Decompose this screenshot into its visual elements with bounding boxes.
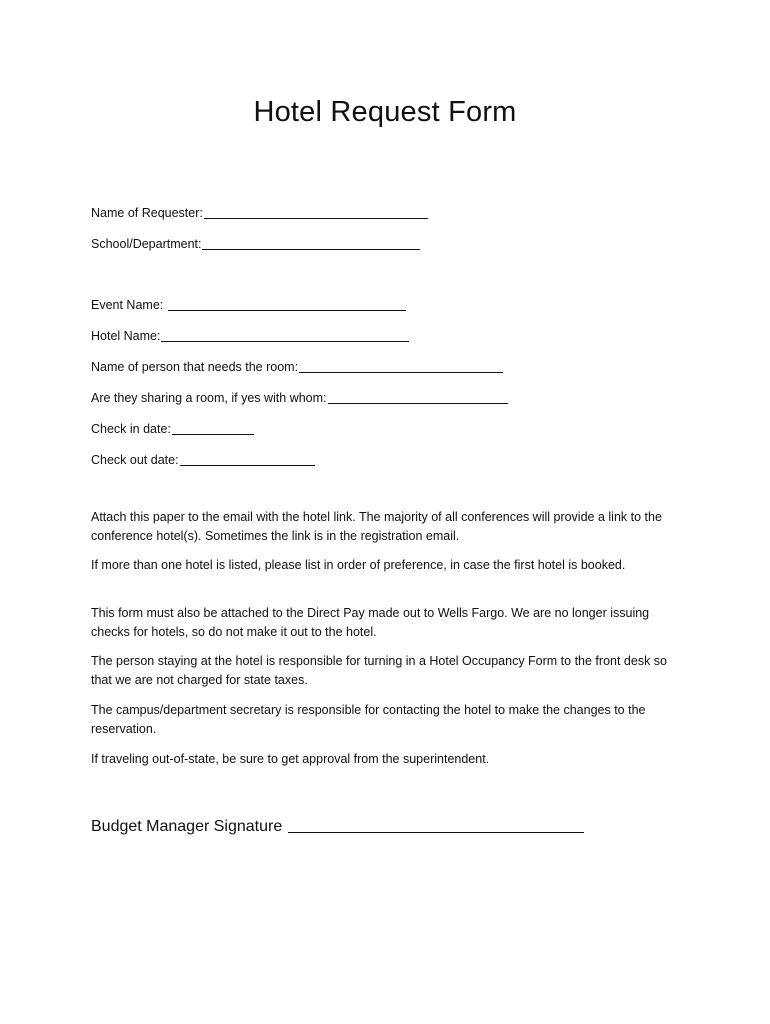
event-name-line[interactable]	[168, 298, 406, 311]
page-title: Hotel Request Form	[253, 96, 517, 128]
hotel-name-label: Hotel Name:	[91, 329, 161, 343]
instruction-paragraph: The person staying at the hotel is responsible for turning in a Hotel Occupancy Form to the front desk so that we are not charged for state taxes.	[91, 654, 667, 687]
hotel-name-line[interactable]	[161, 329, 409, 342]
instruction-paragraph: Attach this paper to the email with the hotel link. The majority of all conferences will provide a link to the conference hotel(s). Sometimes the link is in the registration email.	[91, 510, 662, 543]
check-in-date-label: Check in date:	[91, 422, 171, 436]
instruction-paragraph: If more than one hotel is listed, please list in order of preference, in case the first hotel is booked.	[91, 558, 626, 572]
check-out-date-label: Check out date:	[91, 453, 179, 467]
check-out-date-line[interactable]	[180, 453, 315, 466]
check-out-date-field	[91, 451, 315, 467]
signature-label: Budget Manager Signature	[91, 818, 283, 835]
check-in-date-field	[91, 420, 254, 436]
check-in-date-line[interactable]	[172, 422, 254, 435]
requester-label: Name of Requester:	[91, 206, 203, 220]
instruction-paragraph: If traveling out-of-state, be sure to get approval from the superintendent.	[91, 752, 490, 766]
signature-line[interactable]	[288, 817, 584, 833]
instruction-paragraph: This form must also be attached to the Direct Pay made out to Wells Fargo. We are no longer issuing checks for hotels, so do not make it out to the hotel.	[91, 606, 650, 639]
event-name-label: Event Name:	[91, 298, 167, 312]
requester-field	[91, 204, 428, 220]
hotel-name-field	[91, 327, 409, 343]
event-name-field	[91, 296, 406, 312]
requester-line[interactable]	[204, 206, 428, 219]
sharing-room-label: Are they sharing a room, if yes with whom:	[91, 391, 327, 405]
person-needs-room-field	[91, 358, 503, 374]
school-department-field	[91, 235, 420, 251]
person-needs-room-line[interactable]	[299, 360, 503, 373]
sharing-room-line[interactable]	[328, 391, 508, 404]
budget-manager-signature-field	[91, 815, 584, 836]
school-department-label: School/Department:	[91, 237, 202, 251]
instruction-paragraph: The campus/department secretary is responsible for contacting the hotel to make the changes to the reservation.	[91, 703, 646, 736]
sharing-room-field	[91, 389, 508, 405]
person-needs-room-label: Name of person that needs the room:	[91, 360, 299, 374]
school-department-line[interactable]	[202, 237, 420, 250]
